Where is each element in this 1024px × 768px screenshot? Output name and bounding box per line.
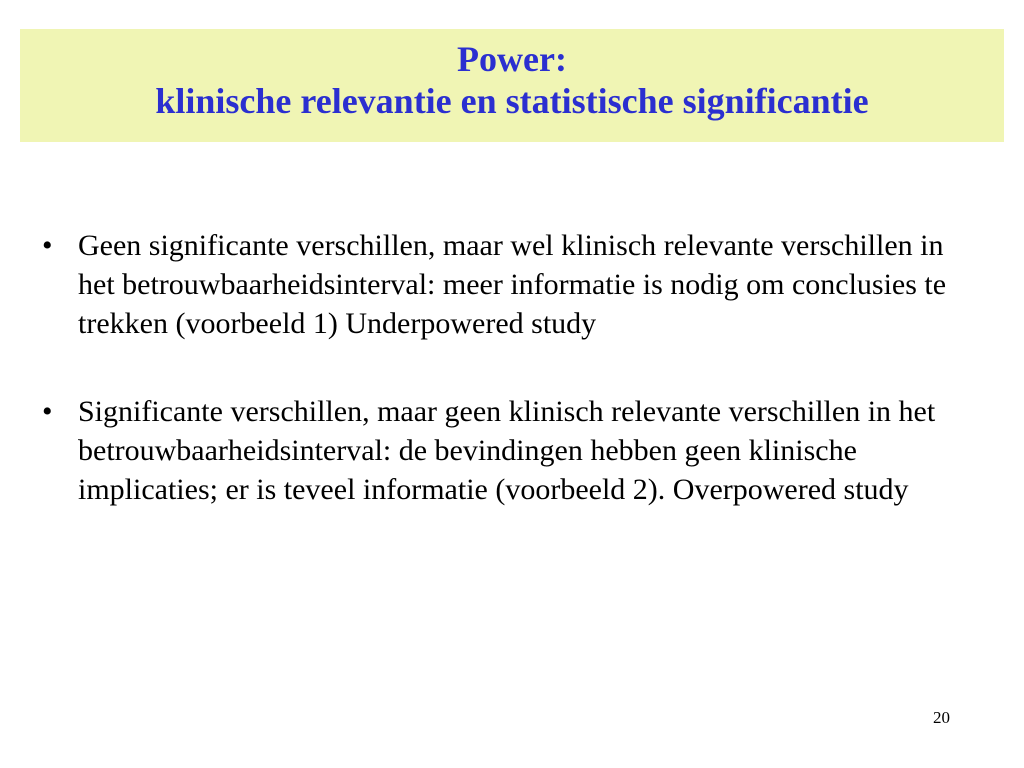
bullet-list [42,226,982,509]
slide-title-line-1: Power: [457,39,567,79]
slide-title-banner [20,29,1004,142]
bullet-marker: • [42,395,53,428]
bullet-text: Significante verschillen, maar geen klinisch relevante verschillen in het betrouwbaarheidsinterval: de bevindingen hebben geen klinische implicaties; er is teveel informatie (voorbeeld 2). Overpowered study [78,395,936,506]
page-number: 20 [933,708,950,727]
bullet-text: Geen significante verschillen, maar wel klinisch relevante verschillen in het betrouwbaarheidsinterval: meer informatie is nodig om conclusies te trekken (voorbeeld 1) Underpowered study [78,229,947,340]
bullet-item [42,226,982,343]
bullet-item [42,392,982,509]
bullet-marker: • [42,229,53,262]
slide-title-line-2: klinische relevantie en statistische significantie [155,81,869,121]
